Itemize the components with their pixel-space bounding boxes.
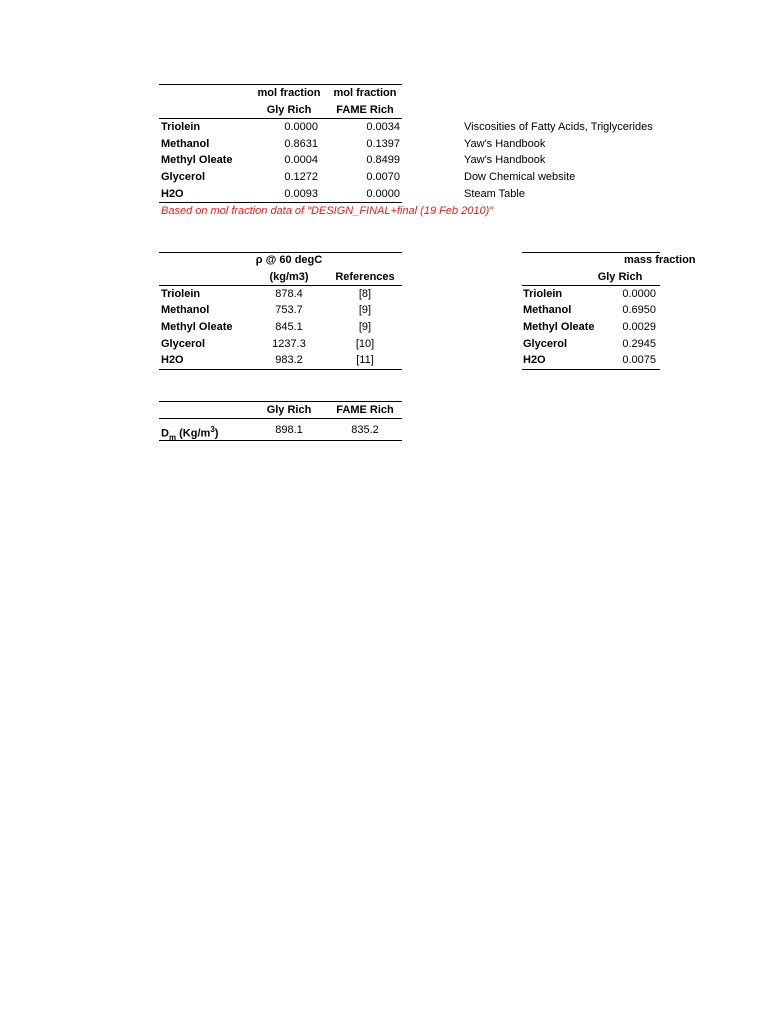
cell-reference: [11] — [356, 354, 374, 366]
dm-subscript: m — [168, 432, 177, 442]
row-label: Methanol — [523, 304, 572, 316]
table-rule — [159, 440, 402, 441]
row-label: Glycerol — [161, 171, 206, 183]
cell-density: 1237.3 — [272, 338, 306, 350]
table-rule — [159, 252, 402, 253]
cell-dm-fame: 835.2 — [351, 424, 379, 436]
row-label: H2O — [161, 354, 184, 366]
dm-unit-close: ) — [214, 427, 219, 440]
source-note: Based on mol fraction data of "DESIGN_FINAL+final (19 Feb 2010)" — [161, 205, 494, 217]
row-label: H2O — [161, 188, 184, 200]
cell-source: Steam Table — [464, 188, 525, 200]
col-header-gly: Gly Rich — [266, 404, 312, 416]
col-header-mass-line1: mass fraction — [624, 254, 696, 266]
col-header-mass-line2: Gly Rich — [597, 271, 643, 283]
cell-mass-gly: 0.0029 — [622, 321, 656, 333]
table-rule — [522, 252, 660, 253]
cell-gly: 0.0004 — [284, 154, 318, 166]
cell-density: 878.4 — [275, 288, 303, 300]
row-label: Methyl Oleate — [161, 154, 233, 166]
col-header-fame: FAME Rich — [336, 404, 394, 416]
cell-gly: 0.0093 — [284, 188, 318, 200]
table-rule — [159, 401, 402, 402]
row-label: Methyl Oleate — [523, 321, 595, 333]
table-rule — [159, 418, 402, 419]
cell-fame: 0.0070 — [366, 171, 400, 183]
cell-mass-gly: 0.2945 — [622, 338, 656, 350]
table-rule — [159, 84, 402, 85]
cell-reference: [10] — [355, 338, 375, 350]
col-header-references: References — [335, 271, 395, 283]
mass-fraction-table — [520, 248, 696, 374]
row-label: Glycerol — [523, 338, 568, 350]
row-label: Triolein — [161, 121, 201, 133]
col-header-gly-line2: Gly Rich — [266, 104, 312, 116]
row-label: Methanol — [161, 138, 210, 150]
row-label: Glycerol — [161, 338, 206, 350]
cell-fame: 0.8499 — [366, 154, 400, 166]
col-header-fame-line1: mol fraction — [333, 87, 397, 99]
row-label: Triolein — [523, 288, 563, 300]
table-rule — [522, 285, 660, 286]
col-header-fame-line2: FAME Rich — [336, 104, 394, 116]
cell-density: 983.2 — [275, 354, 303, 366]
cell-mass-gly: 0.6950 — [622, 304, 656, 316]
cell-source: Dow Chemical website — [464, 171, 576, 183]
dm-unit-exponent: 3 — [210, 425, 215, 434]
table-rule — [159, 118, 402, 119]
table-rule — [159, 369, 402, 370]
row-label: Triolein — [161, 288, 201, 300]
row-label: Methanol — [161, 304, 210, 316]
cell-fame: 0.0034 — [366, 121, 400, 133]
row-label: Methyl Oleate — [161, 321, 233, 333]
cell-source: Yaw's Handbook — [464, 138, 546, 150]
cell-source: Yaw's Handbook — [464, 154, 546, 166]
row-label: H2O — [523, 354, 546, 366]
cell-reference: [9] — [358, 304, 372, 316]
cell-fame: 0.1397 — [366, 138, 400, 150]
col-header-density-line1: ρ @ 60 degC — [255, 254, 323, 266]
dm-unit: (Kg/m — [176, 427, 211, 440]
cell-dm-gly: 898.1 — [275, 424, 303, 436]
cell-reference: [8] — [358, 288, 372, 300]
cell-fame: 0.0000 — [366, 188, 400, 200]
cell-density: 753.7 — [275, 304, 303, 316]
table-rule — [522, 369, 660, 370]
cell-mass-gly: 0.0075 — [622, 354, 656, 366]
cell-density: 845.1 — [275, 321, 303, 333]
col-header-gly-line1: mol fraction — [257, 87, 321, 99]
cell-gly: 0.0000 — [284, 121, 318, 133]
col-header-density-unit: (kg/m3) — [269, 271, 309, 283]
dm-symbol: D — [161, 427, 169, 440]
cell-gly: 0.1272 — [284, 171, 318, 183]
cell-reference: [9] — [358, 321, 372, 333]
cell-source: Viscosities of Fatty Acids, Triglycerides — [464, 121, 653, 133]
cell-mass-gly: 0.0000 — [622, 288, 656, 300]
cell-gly: 0.8631 — [284, 138, 318, 150]
table-rule — [159, 202, 402, 203]
table-rule — [159, 285, 402, 286]
